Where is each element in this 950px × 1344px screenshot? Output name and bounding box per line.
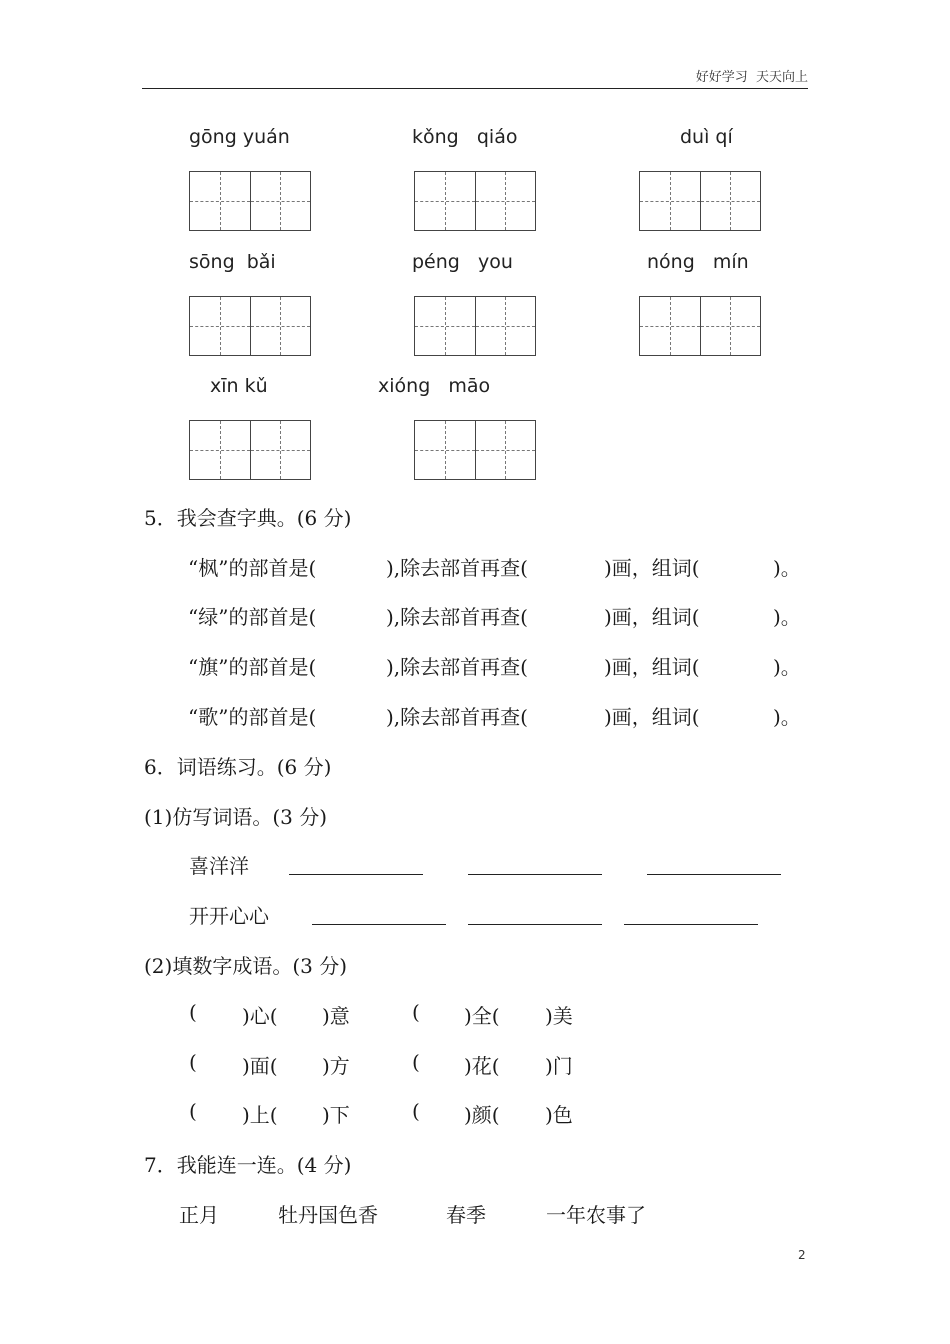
match-word[interactable]: 春季 <box>446 1203 486 1227</box>
idiom-paren: ( <box>189 1099 197 1123</box>
question-7-title: 7．我能连一连。(4 分) <box>144 1153 352 1177</box>
pinyin-label: péng you <box>412 251 513 273</box>
idiom-paren: ( <box>412 1099 420 1123</box>
idiom-mid: )全( <box>464 1004 500 1028</box>
match-word[interactable]: 正月 <box>179 1203 219 1227</box>
row-mid2: )画，组词( <box>604 556 700 580</box>
answer-blank[interactable] <box>289 874 423 875</box>
row-mid2: )画，组词( <box>604 705 700 729</box>
row-char: “绿”的部首是( <box>188 605 317 629</box>
idiom-end: )美 <box>545 1004 573 1028</box>
question-6-sub1-title: (1)仿写词语。(3 分) <box>144 805 328 829</box>
pinyin-label: kǒng qiáo <box>412 126 518 148</box>
row-char: “旗”的部首是( <box>188 655 317 679</box>
pinyin-label: duì qí <box>680 126 733 148</box>
idiom-end: )色 <box>545 1103 573 1127</box>
row-mid1: ),除去部首再查( <box>386 605 528 629</box>
writing-grid[interactable] <box>639 171 761 231</box>
row-end: )。 <box>773 655 801 679</box>
answer-blank[interactable] <box>468 874 602 875</box>
row-char: “枫”的部首是( <box>188 556 317 580</box>
pinyin-label: sōng bǎi <box>189 251 276 273</box>
idiom-mid: )上( <box>242 1103 278 1127</box>
writing-grid[interactable] <box>414 420 536 480</box>
question-5-title: 5．我会查字典。(6 分) <box>144 506 352 530</box>
row-end: )。 <box>773 605 801 629</box>
idiom-end: )下 <box>322 1103 350 1127</box>
idiom-end: )意 <box>322 1004 350 1028</box>
match-word[interactable]: 一年农事了 <box>546 1203 646 1227</box>
idiom-paren: ( <box>189 1000 197 1024</box>
pinyin-label: xīn kǔ <box>210 375 268 397</box>
pinyin-label: xióng māo <box>378 375 491 397</box>
writing-grid[interactable] <box>189 420 311 480</box>
row-mid2: )画，组词( <box>604 655 700 679</box>
idiom-mid: )颜( <box>464 1103 500 1127</box>
writing-grid[interactable] <box>639 296 761 356</box>
row-mid1: ),除去部首再查( <box>386 655 528 679</box>
idiom-end: )门 <box>545 1054 573 1078</box>
row-end: )。 <box>773 556 801 580</box>
header-divider <box>142 88 808 89</box>
row-end: )。 <box>773 705 801 729</box>
idiom-paren: ( <box>189 1050 197 1074</box>
row-mid1: ),除去部首再查( <box>386 705 528 729</box>
page-number: 2 <box>798 1248 806 1262</box>
idiom-paren: ( <box>412 1050 420 1074</box>
match-word[interactable]: 牡丹国色香 <box>278 1203 378 1227</box>
idiom-mid: )花( <box>464 1054 500 1078</box>
answer-blank[interactable] <box>624 924 758 925</box>
row-mid1: ),除去部首再查( <box>386 556 528 580</box>
pinyin-label: nóng mín <box>647 251 749 273</box>
idiom-mid: )面( <box>242 1054 278 1078</box>
idiom-paren: ( <box>412 1000 420 1024</box>
answer-blank[interactable] <box>647 874 781 875</box>
question-6-title: 6．词语练习。(6 分) <box>144 755 332 779</box>
idiom-mid: )心( <box>242 1004 278 1028</box>
writing-grid[interactable] <box>414 296 536 356</box>
answer-blank[interactable] <box>468 924 602 925</box>
writing-grid[interactable] <box>189 171 311 231</box>
example-word: 开开心心 <box>189 904 269 928</box>
row-mid2: )画，组词( <box>604 605 700 629</box>
answer-blank[interactable] <box>312 924 446 925</box>
writing-grid[interactable] <box>189 296 311 356</box>
writing-grid[interactable] <box>414 171 536 231</box>
example-word: 喜洋洋 <box>189 854 249 878</box>
idiom-end: )方 <box>322 1054 350 1078</box>
header-slogan: 好好学习 天天向上 <box>695 70 808 85</box>
pinyin-label: gōng yuán <box>189 126 290 148</box>
row-char: “歌”的部首是( <box>188 705 317 729</box>
question-6-sub2-title: (2)填数字成语。(3 分) <box>144 954 348 978</box>
